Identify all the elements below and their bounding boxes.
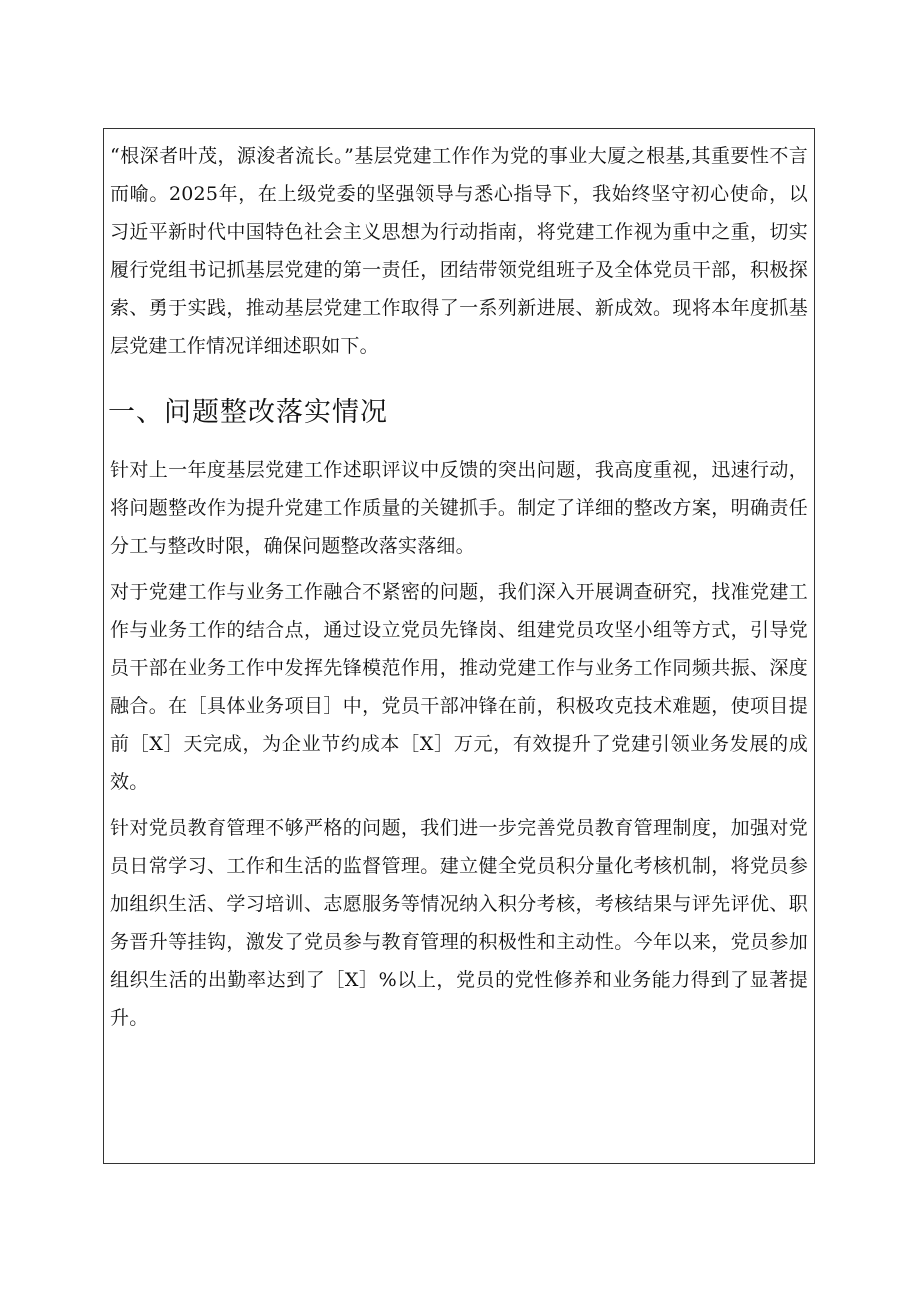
intro-paragraph: “根深者叶茂，源浚者流长。”基层党建工作作为党的事业大厦之根基,其重要性不言而喻。2025年，在上级党委的坚强领导与悉心指导下，我始终坚守初心使命，以习近平新时代中国特色社会主义思想为行动指南，将党建工作视为重中之重，切实履行党组书记抓基层党建的第一责任，团结带领党组班子及全体党员干部，积极探索、勇于实践，推动基层党建工作取得了一系列新进展、新成效。现将本年度抓基层党建工作情况详细述职如下。	[110, 145, 808, 357]
section-title: 一、问题整改落实情况	[108, 397, 388, 428]
document-frame	[103, 128, 815, 1164]
body-paragraph-2: 对于党建工作与业务工作融合不紧密的问题，我们深入开展调查研究，找准党建工作与业务工作的结合点，通过设立党员先锋岗、组建党员攻坚小组等方式，引导党员干部在业务工作中发挥先锋模范作用，推动党建工作与业务工作同频共振、深度融合。在［具体业务项目］中，党员干部冲锋在前，积极攻克技术难题，使项目提前［X］天完成，为企业节约成本［X］万元，有效提升了党建引领业务发展的成效。	[110, 581, 808, 793]
body-paragraph-1: 针对上一年度基层党建工作述职评议中反馈的突出问题，我高度重视，迅速行动，将问题整改作为提升党建工作质量的关键抓手。制定了详细的整改方案，明确责任分工与整改时限，确保问题整改落实落细。	[110, 459, 808, 557]
body-paragraph-3: 针对党员教育管理不够严格的问题，我们进一步完善党员教育管理制度，加强对党员日常学习、工作和生活的监督管理。建立健全党员积分量化考核机制，将党员参加组织生活、学习培训、志愿服务等情况纳入积分考核，考核结果与评先评优、职务晋升等挂钩，激发了党员参与教育管理的积极性和主动性。今年以来，党员参加组织生活的出勤率达到了［X］%以上，党员的党性修养和业务能力得到了显著提升。	[110, 817, 808, 1029]
